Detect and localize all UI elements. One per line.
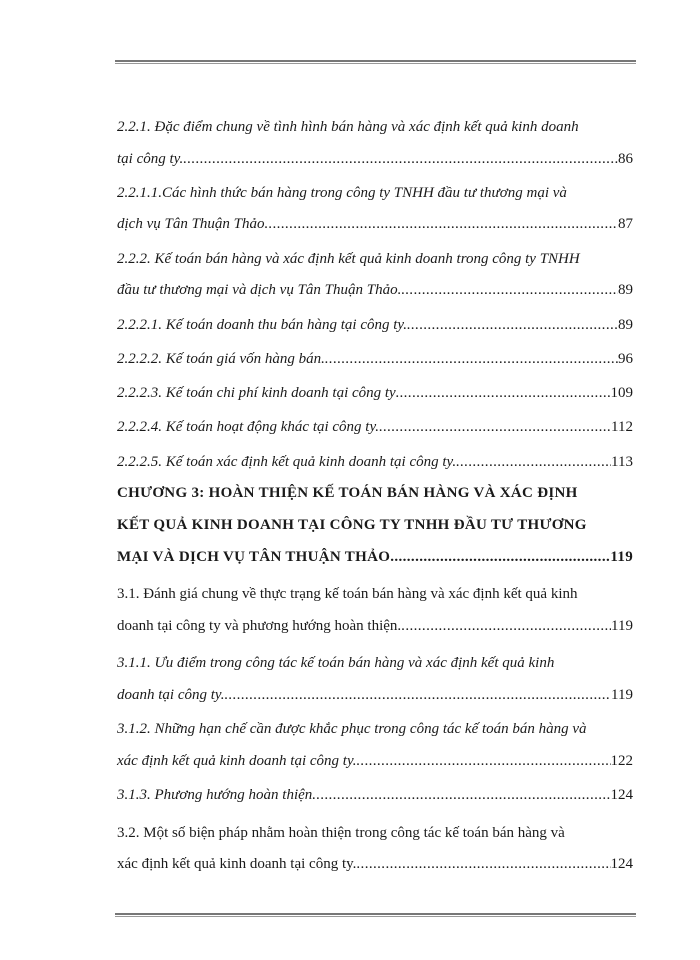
toc-entry-2-2-1[interactable] [117,112,633,175]
toc-page-number: 119 [610,548,633,565]
toc-entry-title: 2.2.2.1. Kế toán doanh thu bán hàng tại công ty. [117,316,407,333]
footer-rule [115,913,636,917]
toc-entry-title: 3.2. Một số biện pháp nhằm hoàn thiện trong công tác kế toán bán hàng và [117,824,565,841]
leader-dots [396,378,611,410]
toc-page-number: 86 [618,150,633,167]
leader-dots [312,780,610,812]
toc-entry-title: 2.2.2.5. Kế toán xác định kết quả kinh doanh tại công ty. [117,453,457,470]
toc-entry-3-1-2[interactable] [117,714,633,777]
toc-entry-2-2-2-1[interactable] [117,310,633,342]
toc-page-number: 122 [610,752,633,769]
toc-chapter-title: KẾT QUẢ KINH DOANH TẠI CÔNG TY TNHH ĐẦU TƯ THƯƠNG [117,516,587,533]
toc-entry-2-2-2-5[interactable] [117,447,633,479]
leader-dots [401,275,618,307]
leader-dots [456,447,611,479]
toc-entry-title-end: dịch vụ Tân Thuận Thảo [117,216,265,233]
toc-entry-title: 2.2.2.3. Kế toán chi phí kinh doanh tại công ty [117,385,396,402]
toc-entry-title: 2.2.1.1.Các hình thức bán hàng trong công ty TNHH đầu tư thương mại và [117,184,567,201]
toc-entry-3-1-1[interactable] [117,648,633,711]
toc-page-number: 113 [611,453,633,470]
toc-entry-2-2-2[interactable] [117,244,633,307]
toc-entry-2-2-2-2[interactable] [117,344,633,376]
toc-chapter-title-end: MẠI VÀ DỊCH VỤ TÂN THUẬN THẢO [117,548,391,565]
header-rule [115,60,636,64]
toc-page-number: 119 [611,686,633,703]
toc-page-number: 112 [611,419,633,436]
toc-entry-title: 3.1.1. Ưu điểm trong công tác kế toán bán hàng và xác định kết quả kinh [117,655,555,672]
toc-page-number: 124 [610,787,633,804]
toc-page-number: 96 [618,350,633,367]
leader-dots [407,310,618,342]
toc-entry-2-2-2-3[interactable] [117,378,633,410]
toc-entry-title: 3.1.2. Những hạn chế cần được khắc phục trong công tác kế toán bán hàng và [117,721,587,738]
toc-entry-chapter-3[interactable] [117,478,633,573]
leader-dots [390,542,610,574]
leader-dots [357,746,611,778]
leader-dots [325,344,618,376]
toc-entry-title-end: xác định kết quả kinh doanh tại công ty. [117,752,357,769]
toc-chapter-title: CHƯƠNG 3: HOÀN THIỆN KẾ TOÁN BÁN HÀNG VÀ XÁC ĐỊNH [117,485,578,502]
leader-dots [265,209,618,241]
toc-page-number: 87 [618,216,633,233]
toc-entry-title-end: đầu tư thương mại và dịch vụ Tân Thuận Thảo. [117,282,402,299]
table-of-contents [117,112,633,881]
toc-page-number: 119 [611,617,633,634]
toc-page-number: 89 [618,282,633,299]
toc-entry-2-2-1-1[interactable] [117,178,633,241]
toc-entry-3-1-3[interactable] [117,780,633,812]
toc-entry-title: 3.1. Đánh giá chung về thực trạng kế toán bán hàng và xác định kết quả kinh [117,586,578,603]
toc-page-number: 109 [610,385,633,402]
toc-entry-title: 2.2.2. Kế toán bán hàng và xác định kết quả kinh doanh trong công ty TNHH [117,250,580,267]
leader-dots [401,611,611,643]
toc-entry-title: 2.2.2.4. Kế toán hoạt động khác tại công ty. [117,419,380,436]
leader-dots [225,680,612,712]
leader-dots [356,849,610,881]
toc-page-number: 124 [610,856,633,873]
toc-entry-title: 3.1.3. Phương hướng hoàn thiện [117,787,313,804]
toc-entry-title: 2.2.2.2. Kế toán giá vốn hàng bán. [117,350,325,367]
leader-dots [183,144,618,176]
toc-entry-title-end: tại công ty. [117,150,184,167]
toc-entry-title-end: xác định kết quả kinh doanh tại công ty. [117,856,357,873]
toc-entry-title: 2.2.1. Đặc điểm chung về tình hình bán hàng và xác định kết quả kinh doanh [117,119,579,135]
toc-entry-2-2-2-4[interactable] [117,412,633,444]
leader-dots [379,412,611,444]
toc-entry-3-1[interactable] [117,579,633,642]
toc-entry-3-2[interactable] [117,818,633,881]
toc-entry-title-end: doanh tại công ty. [117,686,225,703]
toc-entry-title-end: doanh tại công ty và phương hướng hoàn thiện. [117,617,402,634]
toc-page-number: 89 [618,316,633,333]
